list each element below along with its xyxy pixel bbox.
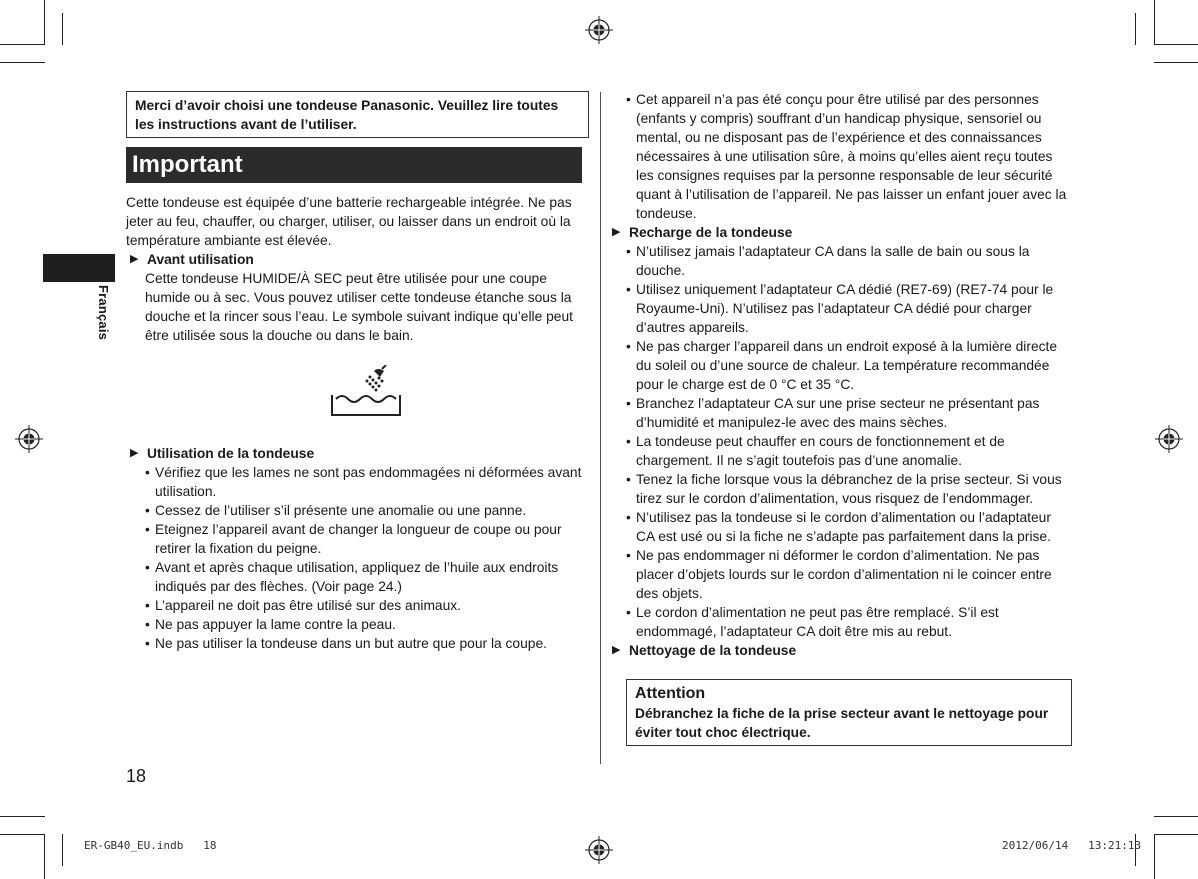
column-divider <box>600 92 601 764</box>
triangle-bullet-icon: ▶ <box>130 447 139 459</box>
section-avant-heading <box>130 250 588 269</box>
crop-mark <box>62 834 63 866</box>
registration-mark-icon <box>585 16 613 44</box>
section-title: Recharge de la tondeuse <box>629 225 793 240</box>
list-item: • Branchez l’adaptateur CA sur une prise secteur ne présentant pas d’humidité et manipulez-le avec des mains sèches. <box>626 394 1072 432</box>
section-nettoyage-heading <box>612 641 1072 660</box>
triangle-bullet-icon: ▶ <box>612 226 621 238</box>
crop-mark <box>44 0 45 45</box>
crop-mark <box>0 44 45 45</box>
footer-timestamp: 2012/06/14 13:21:13 <box>1002 839 1142 852</box>
list-item: • Cessez de l’utiliser s’il présente une anomalie ou une panne. <box>145 501 588 520</box>
section-title: Utilisation de la tondeuse <box>147 446 315 461</box>
language-tab-label: Français <box>96 285 111 341</box>
crop-mark <box>0 834 45 835</box>
section-recharge-heading <box>612 223 1072 242</box>
crop-mark <box>62 13 63 45</box>
important-text: Cette tondeuse est équipée d’une batterie rechargeable intégrée. Ne pas jeter au feu, chauffer, ou charger, utiliser, ou laisser dans un endroit où la température ambiante est élevée. <box>126 195 572 248</box>
list-item: • L’appareil ne doit pas être utilisé sur des animaux. <box>145 596 588 615</box>
utilisation-list <box>145 463 588 653</box>
list-item: • Vérifiez que les lames ne sont pas endommagées ni déformées avant utilisation. <box>145 463 588 501</box>
list-item: • Avant et après chaque utilisation, appliquez de l’huile aux endroits indiqués par des flèches. (Voir page 24.) <box>145 558 588 596</box>
important-heading: Important <box>126 147 582 183</box>
crop-mark <box>1154 816 1198 817</box>
list-item: • Le cordon d’alimentation ne peut pas être remplacé. S’il est endommagé, l’adaptateur CA doit être mis au rebut. <box>626 603 1072 641</box>
list-item: • Utilisez uniquement l’adaptateur CA dédié (RE7-69) (RE7-74 pour le Royaume-Uni). N’utilisez pas l’adaptateur CA dédié pour charger d’autres appareils. <box>626 280 1072 337</box>
page-number: 18 <box>126 766 147 786</box>
triangle-bullet-icon: ▶ <box>612 644 621 656</box>
attention-text: Débranchez la fiche de la prise secteur avant le nettoyage pour éviter tout choc électrique. <box>635 706 1049 740</box>
crop-mark <box>1154 62 1198 63</box>
left-column <box>126 193 588 345</box>
crop-mark <box>0 62 45 63</box>
recharge-list <box>626 242 1072 641</box>
intro-box: Merci d’avoir choisi une tondeuse Panasonic. Veuillez lire toutes les instructions avant de l’utiliser. <box>126 91 589 138</box>
list-item: • Eteignez l’appareil avant de changer la longueur de coupe ou pour retirer la fixation du peigne. <box>145 520 588 558</box>
crop-mark <box>1154 834 1155 879</box>
list-item: • Ne pas charger l’appareil dans un endroit exposé à la lumière directe du soleil ou d’une source de chaleur. La température recommandée pour le charge est de 0 °C et 35 °C. <box>626 337 1072 394</box>
list-item: • N’utilisez jamais l’adaptateur CA dans la salle de bain ou sous la douche. <box>626 242 1072 280</box>
list-item: • Cet appareil n’a pas été conçu pour être utilisé par des personnes (enfants y compris) souffrant d’un handicap physique, sensoriel ou mental, ou ne disposant pas de l’expérience et des connaissances nécessaires à une utilisation sûre, à moins qu’elles aient reçu toutes les consignes requises par la personne responsable de leur sécurité quant à l’utilisation de l’appareil. Ne pas laisser un enfant jouer avec la tondeuse. <box>626 90 1072 223</box>
attention-title: Attention <box>635 685 706 702</box>
section-utilisation-heading <box>130 444 588 463</box>
crop-mark <box>1154 834 1198 835</box>
list-item: • Ne pas endommager ni déformer le cordon d’alimentation. Ne pas placer d’objets lourds sur le cordon d’alimentation ni le coincer entre des objets. <box>626 546 1072 603</box>
language-tab-marker <box>43 254 115 282</box>
list-item: • Tenez la fiche lorsque vous la débranchez de la prise secteur. Si vous tirez sur le cordon d’alimentation, vous risquez de l’endommager. <box>626 470 1072 508</box>
crop-mark <box>0 816 45 817</box>
section-avant-text: Cette tondeuse HUMIDE/À SEC peut être utilisée pour une coupe humide ou à sec. Vous pouvez utiliser cette tondeuse étanche sous la douche et la rincer sous l’eau. Le symbole suivant indique qu’elle peut être utilisée sous la douche ou dans le bain. <box>145 271 573 343</box>
section-title: Avant utilisation <box>147 252 254 267</box>
list-item: • La tondeuse peut chauffer en cours de fonctionnement et de chargement. Il ne s’agit toutefois pas d’une anomalie. <box>626 432 1072 470</box>
safety-list <box>626 90 1072 223</box>
shower-bath-icon <box>330 365 402 419</box>
triangle-bullet-icon: ▶ <box>130 253 139 265</box>
attention-box <box>626 679 1072 746</box>
registration-mark-icon <box>585 836 613 864</box>
crop-mark <box>1135 13 1136 45</box>
list-item: • N’utilisez pas la tondeuse si le cordon d’alimentation ou l’adaptateur CA est usé ou si la fiche ne s’adapte pas parfaitement dans la prise. <box>626 508 1072 546</box>
list-item: • Ne pas utiliser la tondeuse dans un but autre que pour la coupe. <box>145 634 588 653</box>
right-column <box>612 90 1072 660</box>
registration-mark-icon <box>1155 425 1183 453</box>
footer-file-info: ER-GB40_EU.indb 18 <box>84 839 217 852</box>
list-item: • Ne pas appuyer la lame contre la peau. <box>145 615 588 634</box>
section-title: Nettoyage de la tondeuse <box>629 643 797 658</box>
crop-mark <box>44 834 45 879</box>
registration-mark-icon <box>15 425 43 453</box>
crop-mark <box>1154 0 1155 45</box>
crop-mark <box>1154 44 1198 45</box>
left-column-lower <box>126 444 588 653</box>
